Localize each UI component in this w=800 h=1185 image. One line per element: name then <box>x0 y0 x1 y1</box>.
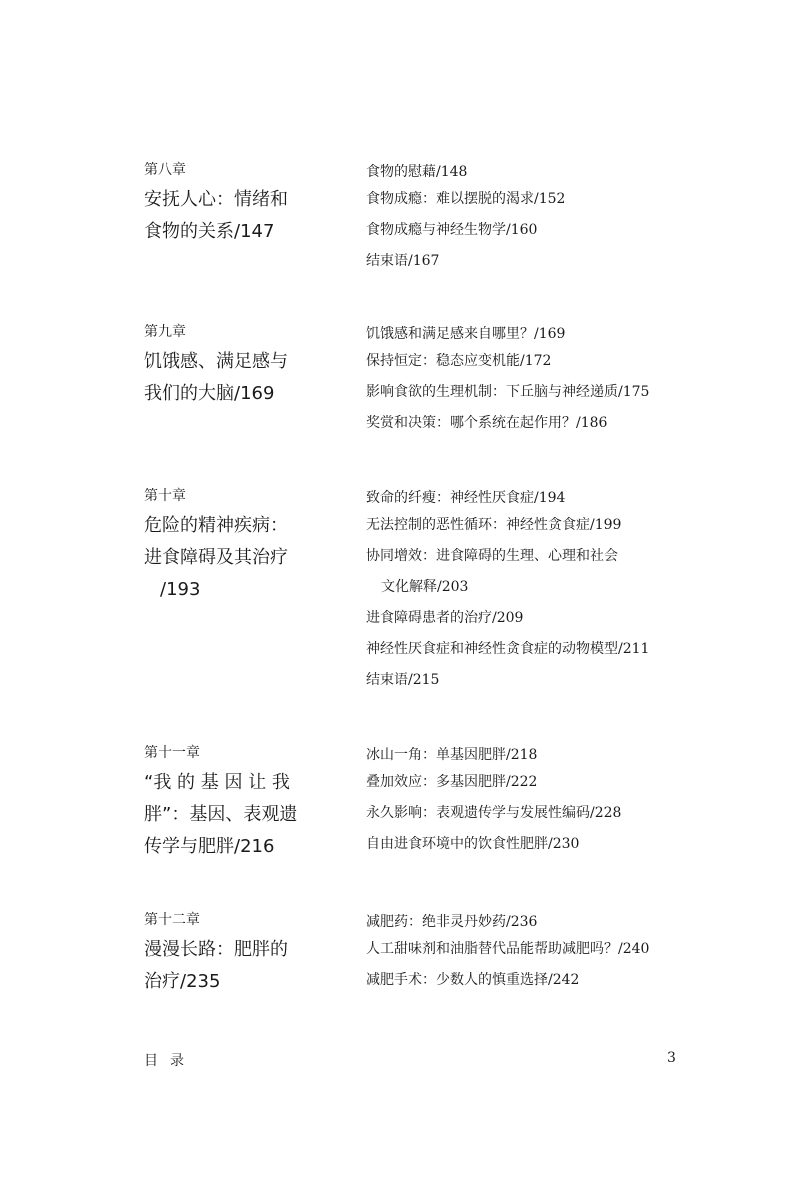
chapter-heading <box>144 160 304 248</box>
page-number: 3 <box>667 1050 676 1066</box>
toc-entry-link[interactable]: 协同增效：进食障碍的生理、心理和社会 <box>366 548 618 564</box>
toc-entry-link[interactable]: 影响食欲的生理机制：下丘脑与神经递质/175 <box>366 384 650 400</box>
chapter-title-line: /193 <box>160 579 201 600</box>
chapter-title-line: 饥饿感、满足感与 <box>144 351 288 372</box>
chapter-number: 第十一章 <box>144 745 200 761</box>
chapter-title-line: 进食障碍及其治疗 <box>144 547 288 568</box>
chapter-heading <box>144 910 304 998</box>
toc-entry-link[interactable]: 奖赏和决策：哪个系统在起作用？/186 <box>366 415 608 431</box>
chapter-title-line: 食物的关系/147 <box>144 221 275 242</box>
toc-entry-link[interactable]: 饥饿感和满足感来自哪里？/169 <box>366 326 566 342</box>
running-footer-title: 目录 <box>144 1053 196 1069</box>
toc-entry-link[interactable]: 叠加效应：多基因肥胖/222 <box>366 774 538 790</box>
section-list <box>366 743 686 860</box>
section-list <box>366 910 686 996</box>
toc-entry-link[interactable]: 食物成瘾与神经生物学/160 <box>366 222 538 238</box>
toc-entry-link[interactable]: 减肥药：绝非灵丹妙药/236 <box>366 914 538 930</box>
chapter-title-line: 安抚人心：情绪和 <box>144 189 288 210</box>
chapter-title-line: 我们的大脑/169 <box>144 383 275 404</box>
chapter-number: 第十二章 <box>144 912 200 928</box>
toc-entry-link[interactable]: 保持恒定：稳态应变机能/172 <box>366 353 552 369</box>
toc-entry-link[interactable]: 减肥手术：少数人的慎重选择/242 <box>366 972 580 988</box>
section-list <box>366 322 686 439</box>
section-list <box>366 486 686 696</box>
chapter-number: 第十章 <box>144 488 186 504</box>
toc-entry-link[interactable]: 无法控制的恶性循环：神经性贪食症/199 <box>366 517 622 533</box>
chapter-heading <box>144 486 304 606</box>
chapter-heading <box>144 322 304 410</box>
chapter-heading <box>144 743 304 863</box>
toc-entry-link[interactable]: 食物成瘾：难以摆脱的渴求/152 <box>366 191 566 207</box>
toc-entry-link[interactable]: 冰山一角：单基因肥胖/218 <box>366 747 538 763</box>
toc-entry-link[interactable]: 食物的慰藉/148 <box>366 164 468 180</box>
chapter-number: 第八章 <box>144 162 186 178</box>
toc-entry-link[interactable]: 永久影响：表观遗传学与发展性编码/228 <box>366 805 622 821</box>
chapter-title-line: 传学与肥胖/216 <box>144 836 275 857</box>
toc-entry-link[interactable]: 人工甜味剂和油脂替代品能帮助减肥吗？/240 <box>366 941 650 957</box>
toc-entry-link[interactable]: 致命的纤瘦：神经性厌食症/194 <box>366 490 566 506</box>
chapter-title-line: 漫漫长路：肥胖的 <box>144 939 288 960</box>
chapter-title-line: “我 的 基 因 让 我 <box>144 772 290 793</box>
section-list <box>366 160 686 277</box>
chapter-number: 第九章 <box>144 324 186 340</box>
toc-entry-link[interactable]: 神经性厌食症和神经性贪食症的动物模型/211 <box>366 641 650 657</box>
toc-entry-link[interactable]: 结束语/215 <box>366 672 440 688</box>
toc-entry-link[interactable]: 文化解释/203 <box>381 579 469 595</box>
toc-entry-link[interactable]: 进食障碍患者的治疗/209 <box>366 610 524 626</box>
chapter-title-line: 危险的精神疾病： <box>144 515 288 536</box>
toc-entry-link[interactable]: 自由进食环境中的饮食性肥胖/230 <box>366 836 580 852</box>
chapter-title-line: 治疗/235 <box>144 971 221 992</box>
toc-entry-link[interactable]: 结束语/167 <box>366 253 440 269</box>
chapter-title-line: 胖”：基因、表观遗 <box>144 804 298 825</box>
